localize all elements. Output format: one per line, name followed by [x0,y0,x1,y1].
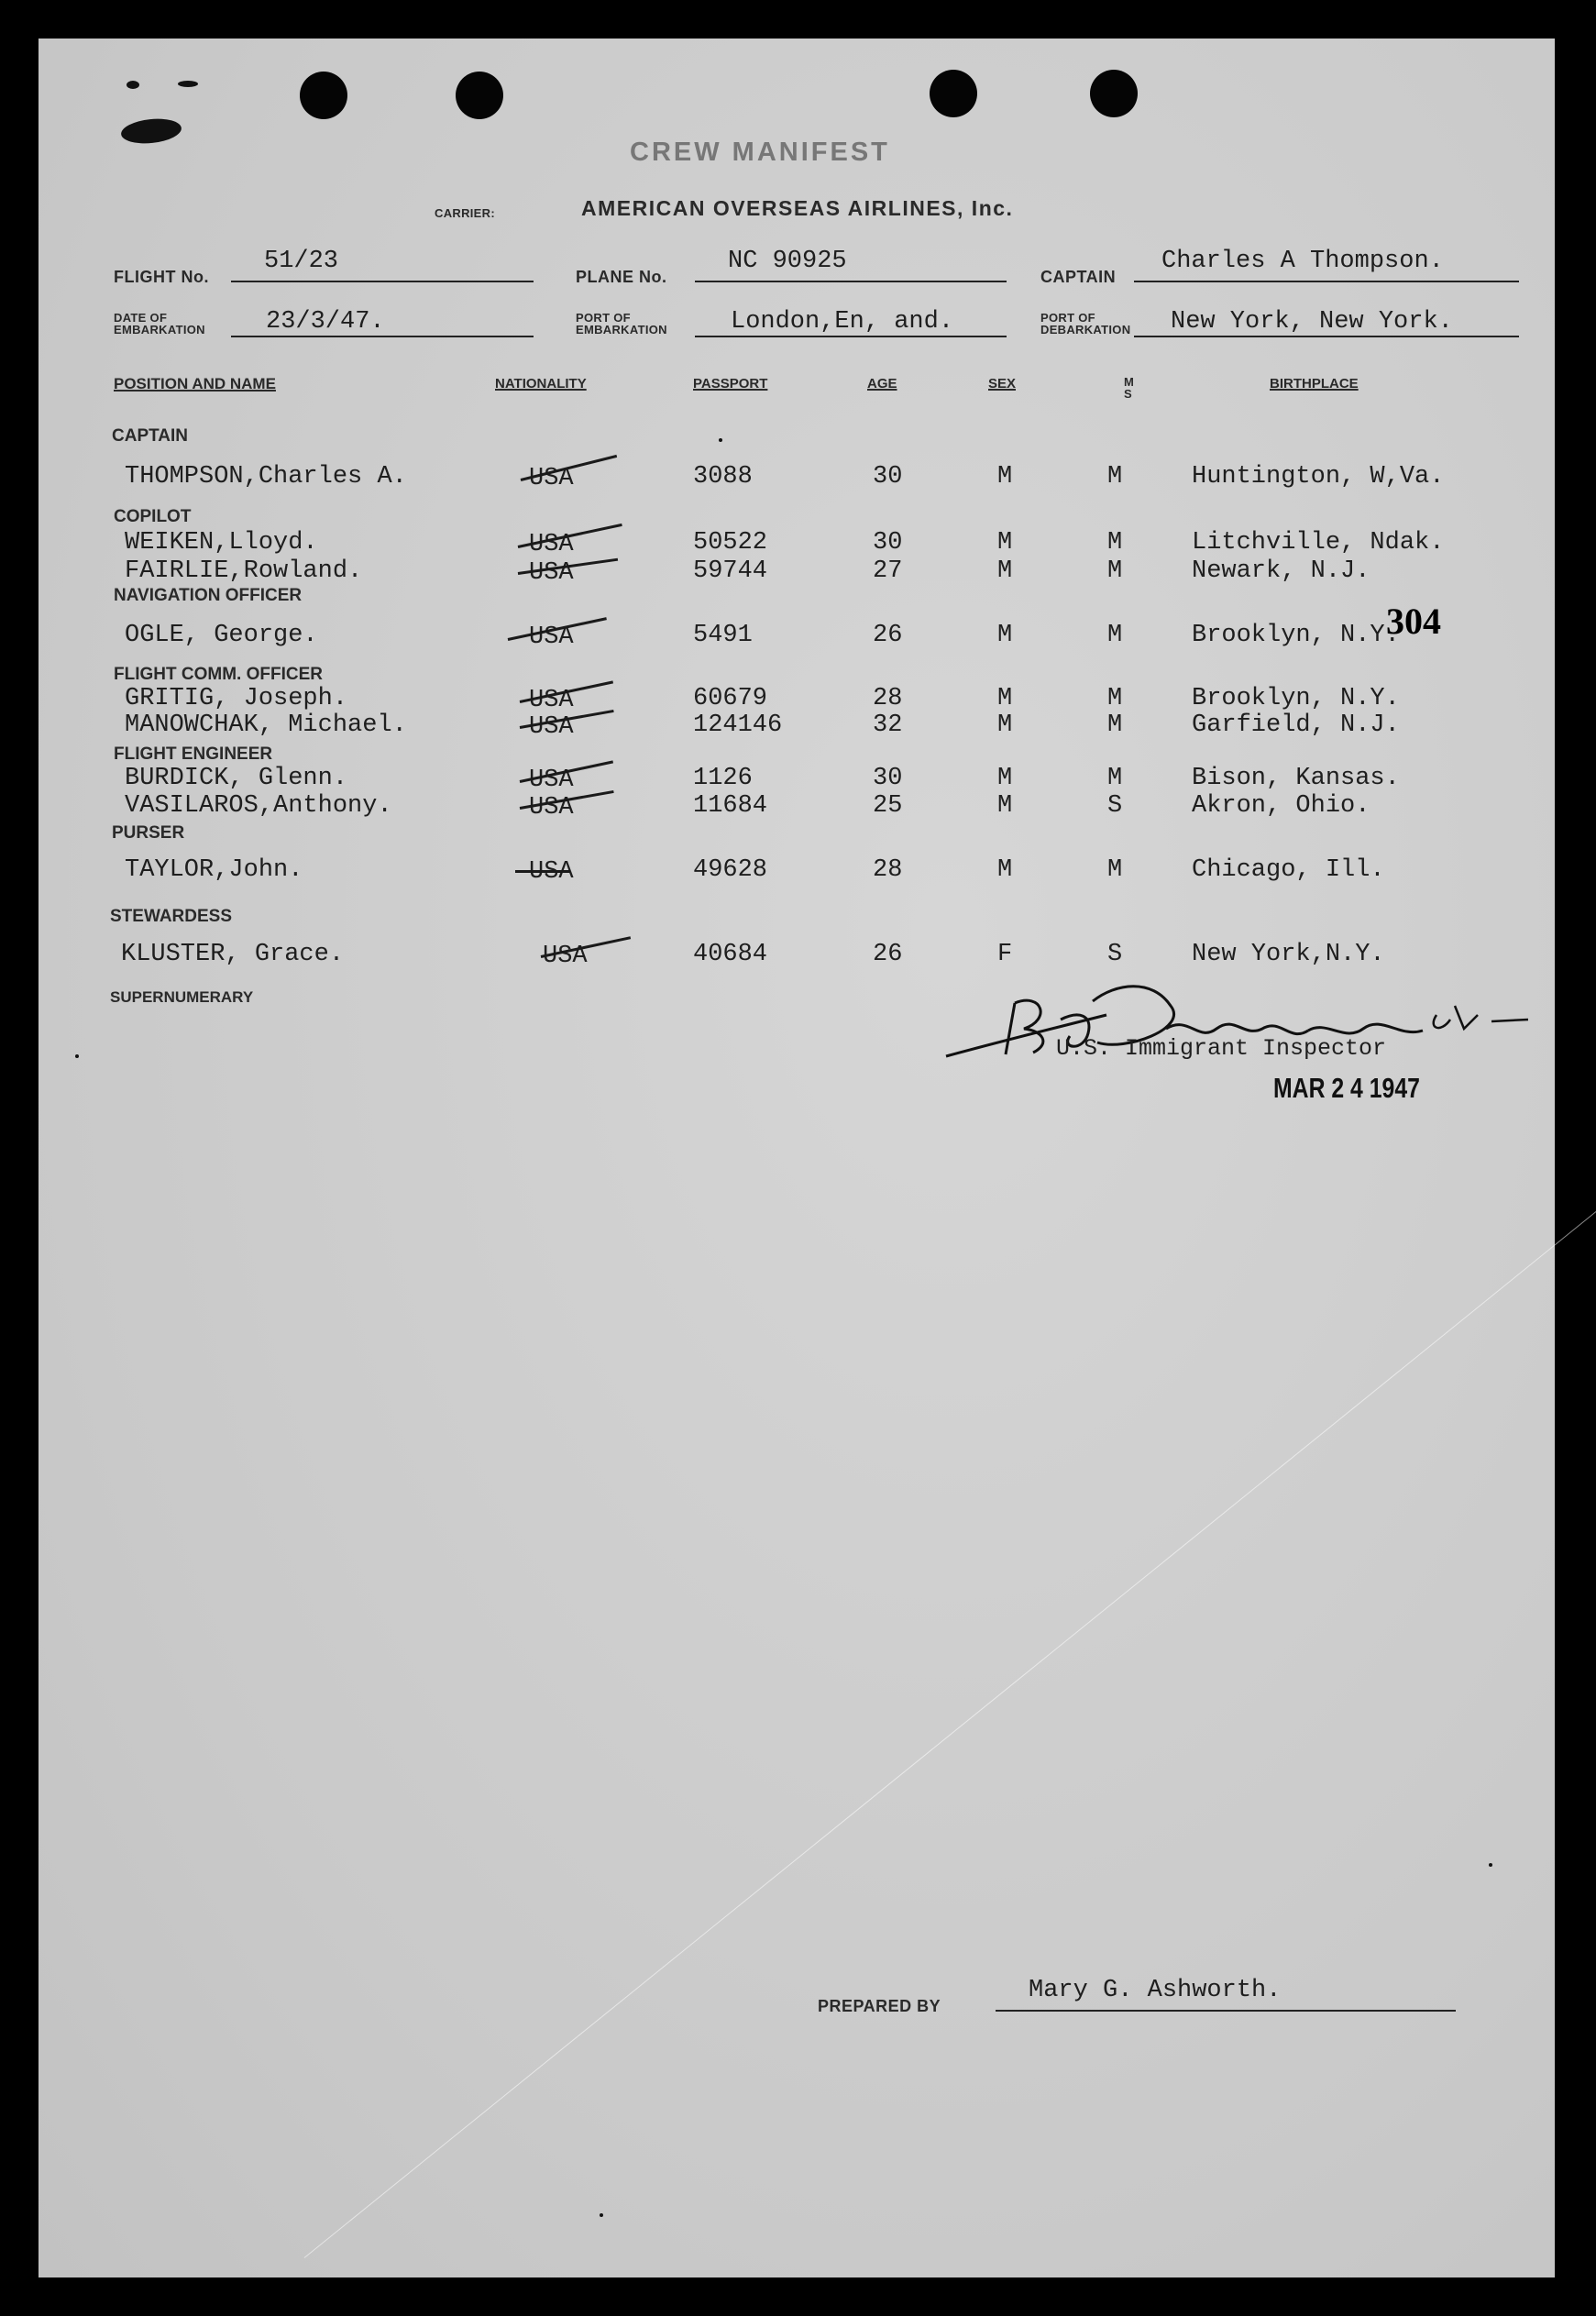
crew-marital: M [1107,463,1123,491]
crew-age: 30 [873,529,903,557]
crew-nationality: USA [529,687,574,714]
crew-passport: 50522 [693,529,768,557]
page-number: 304 [1386,601,1441,642]
crew-sex: M [997,529,1013,557]
crew-passport: 40684 [693,941,768,968]
nationality-check-mark [515,870,570,873]
col-position-name: POSITION AND NAME [114,375,276,392]
punch-hole [300,72,347,119]
ink-smudge [178,81,198,87]
prepared-by-underline [996,2010,1456,2012]
captain-underline [1134,281,1519,282]
crew-age: 30 [873,463,903,491]
crew-sex: M [997,557,1013,585]
crew-marital: S [1107,792,1123,820]
category-captain: CAPTAIN [112,426,189,446]
crew-name: MANOWCHAK, Michael. [125,711,407,739]
crew-marital: M [1107,557,1123,585]
crew-marital: M [1107,711,1123,739]
ink-speck [600,2213,603,2217]
crew-age: 27 [873,557,903,585]
ink-smudge [120,116,182,147]
punch-hole [456,72,503,119]
crew-nationality: USA [529,559,574,587]
crew-nationality: USA [529,794,574,822]
embarkation-date: 23/3/47. [266,308,385,336]
prepared-by-name: Mary G. Ashworth. [1029,1977,1282,2004]
captain-name: Charles A Thompson. [1161,248,1444,275]
col-birthplace: BIRTHPLACE [1270,376,1359,392]
crew-name: GRITIG, Joseph. [125,685,348,712]
crew-sex: M [997,685,1013,712]
crew-sex: M [997,765,1013,792]
col-nationality: NATIONALITY [495,376,587,392]
crew-sex: M [997,622,1013,649]
prepared-by-label: PREPARED BY [818,1997,941,2015]
crew-marital: M [1107,685,1123,712]
crew-nationality: USA [529,623,574,651]
category-purser: PURSER [112,823,185,843]
plane-underline [695,281,1007,282]
crew-marital: S [1107,941,1123,968]
crew-age: 26 [873,941,903,968]
crew-sex: M [997,792,1013,820]
crew-age: 30 [873,765,903,792]
crew-age: 25 [873,792,903,820]
crew-age: 26 [873,622,903,649]
carrier-label: CARRIER: [435,206,495,220]
crew-birthplace: Akron, Ohio. [1192,792,1370,820]
punch-hole [930,70,977,117]
category-flight-engineer: FLIGHT ENGINEER [114,744,273,764]
crew-age: 28 [873,856,903,884]
crew-marital: M [1107,765,1123,792]
port-emb-label-line1: PORT OF [576,311,631,325]
crew-nationality: USA [543,943,588,970]
port-deb-label-line2: DEBARKATION [1040,323,1131,336]
flight-underline [231,281,534,282]
col-age: AGE [867,376,897,392]
crew-passport: 124146 [693,711,783,739]
crew-age: 28 [873,685,903,712]
category-navigation: NAVIGATION OFFICER [114,586,303,605]
crew-birthplace: New York,N.Y. [1192,941,1385,968]
fold-crease [304,1161,1596,2257]
crew-passport: 5491 [693,622,753,649]
crew-birthplace: Brooklyn, N.Y. [1192,622,1400,649]
crew-name: THOMPSON,Charles A. [125,463,407,491]
category-supernumerary: SUPERNUMERARY [110,988,254,1006]
crew-name: VASILAROS,Anthony. [125,792,392,820]
crew-age: 32 [873,711,903,739]
crew-passport: 60679 [693,685,768,712]
crew-passport: 1126 [693,765,753,792]
crew-name: KLUSTER, Grace. [121,941,345,968]
crew-birthplace: Huntington, W,Va. [1192,463,1445,491]
crew-nationality: USA [529,858,574,886]
crew-marital: M [1107,622,1123,649]
ink-speck [719,438,722,442]
crew-sex: M [997,856,1013,884]
crew-birthplace: Chicago, Ill. [1192,856,1385,884]
crew-birthplace: Litchville, Ndak. [1192,529,1445,557]
date-label-line2: EMBARKATION [114,323,205,336]
date-underline [231,336,534,337]
crew-sex: M [997,463,1013,491]
crew-passport: 3088 [693,463,753,491]
crew-passport: 59744 [693,557,768,585]
crew-birthplace: Newark, N.J. [1192,557,1370,585]
crew-passport: 49628 [693,856,768,884]
plane-number: NC 90925 [728,248,847,275]
col-marital-m: M [1124,375,1135,389]
col-passport: PASSPORT [693,376,768,392]
ink-smudge [127,81,139,89]
port-deb-underline [1134,336,1519,337]
crew-marital: M [1107,529,1123,557]
crew-name: FAIRLIE,Rowland. [125,557,363,585]
category-copilot: COPILOT [114,507,192,526]
date-label-line1: DATE OF [114,311,168,325]
port-of-embarkation: London,En, and. [731,308,954,336]
port-emb-label-line2: EMBARKATION [576,323,667,336]
crew-nationality: USA [529,465,574,492]
crew-birthplace: Bison, Kansas. [1192,765,1400,792]
category-flight-comm-officer: FLIGHT COMM. OFFICER [114,665,323,684]
crew-nationality: USA [529,766,574,794]
crew-name: BURDICK, Glenn. [125,765,348,792]
punch-hole [1090,70,1138,117]
crew-name: OGLE, George. [125,622,318,649]
carrier-name: AMERICAN OVERSEAS AIRLINES, Inc. [581,196,1014,220]
crew-marital: M [1107,856,1123,884]
ink-speck [1489,1863,1492,1867]
crew-name: TAYLOR,John. [125,856,303,884]
port-emb-underline [695,336,1007,337]
col-sex: SEX [988,376,1017,392]
crew-name: WEIKEN,Lloyd. [125,529,318,557]
crew-nationality: USA [529,531,574,558]
flight-number: 51/23 [264,248,339,275]
category-stewardess: STEWARDESS [110,907,233,926]
crew-passport: 11684 [693,792,768,820]
date-stamp: MAR 2 4 1947 [1273,1072,1420,1104]
col-marital-s: S [1124,387,1132,401]
crew-birthplace: Brooklyn, N.Y. [1192,685,1400,712]
crew-sex: F [997,941,1013,968]
port-of-debarkation: New York, New York. [1171,308,1453,336]
page-title: CREW MANIFEST [630,138,890,167]
crew-birthplace: Garfield, N.J. [1192,711,1400,739]
crew-nationality: USA [529,713,574,741]
inspector-title: U.S. Immigrant Inspector [1056,1035,1387,1062]
crew-sex: M [997,711,1013,739]
plane-label: PLANE No. [576,268,667,286]
flight-label: FLIGHT No. [114,268,209,286]
ink-speck [75,1054,79,1058]
port-deb-label-line1: PORT OF [1040,311,1095,325]
captain-label: CAPTAIN [1040,268,1117,286]
manifest-page [39,39,1555,2277]
